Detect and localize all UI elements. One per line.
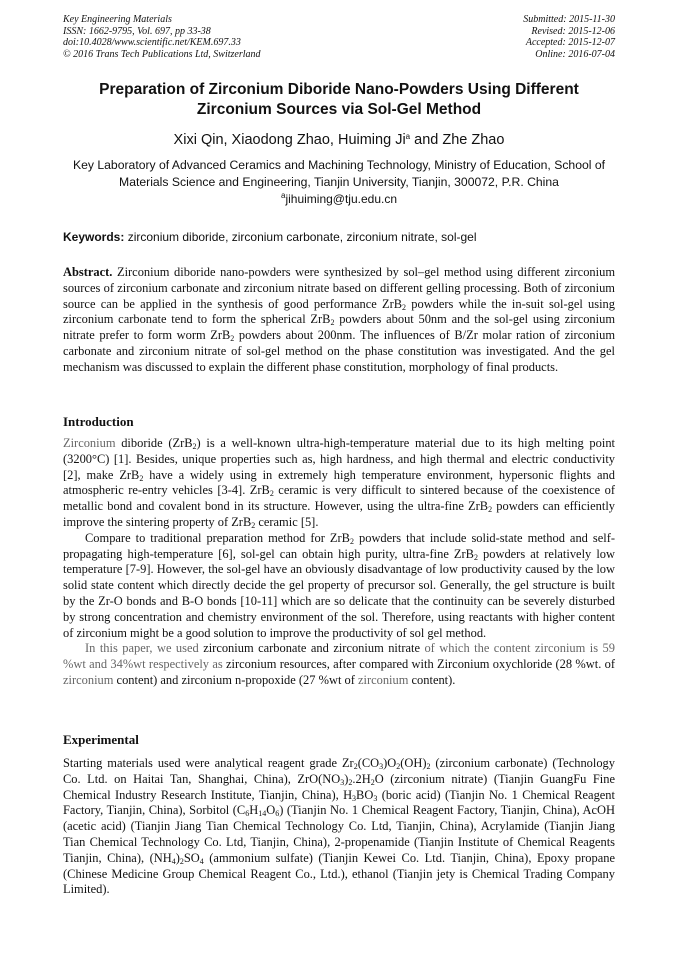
author-superscript: a	[405, 132, 411, 141]
keywords	[63, 230, 615, 244]
paragraph-text: (zirconium carbonate) (Technology Co. Ltd. on Haitai Tan, Shanghai, China), ZrO(NO	[63, 756, 615, 786]
introduction-heading: Introduction	[63, 414, 134, 429]
subscript: 2	[192, 442, 197, 451]
keywords-label: Keywords:	[63, 230, 125, 244]
subscript: 2	[139, 473, 144, 483]
grey-text: In this paper, we used	[85, 641, 199, 656]
paragraph-text: Starting materials used were analytical reagent grade Zr	[63, 756, 354, 770]
email-superscript: a	[280, 191, 286, 200]
subscript: 2	[396, 762, 401, 771]
paragraph-text: ) (Tianjin No. 1 Chemical Reagent Factory, Tianjin, China), AcOH (acetic acid) (Tianjin Jiang Tian Chemical Technology Co. Ltd, Tianjin, China), Acrylamide (Tianjin Jiang Tian Chemical Technology Co. Ltd, Tianjin, China), 2-propenamide (Tianjin Institute of Chemical Reagents Tianjin, China), (NH	[63, 803, 615, 865]
subscript: 3	[379, 762, 384, 771]
authors-part-2: and Zhe Zhao	[410, 132, 505, 148]
authors-part-1: Xixi Qin, Xiaodong Zhao, Huiming Ji	[173, 132, 406, 148]
paragraph-text: )O	[383, 756, 397, 770]
subscript: 6	[275, 809, 280, 819]
paragraph-text: BO	[356, 787, 374, 802]
abstract-label: Abstract.	[63, 265, 113, 279]
subscript: 2	[353, 762, 358, 771]
email-address[interactable]: jihuiming@tju.edu.cn	[285, 192, 398, 206]
copyright: © 2016 Trans Tech Publications Ltd, Switzerland	[63, 48, 261, 60]
grey-text: of which the content zirconium is 59 %wt and 34%wt respectively as	[63, 641, 615, 672]
subscript: 2	[179, 856, 184, 866]
grey-text: zirconium	[63, 672, 114, 687]
paragraph-text: diboride (ZrB	[115, 436, 193, 450]
paragraph-text: (ammonium sulfate) (Tianjin Kewei Co. Ltd. Tianjin, China), Epoxy propane (Chinese Medicine Group Chemical Reagent Co., Ltd.), ethanol (Tianjin jety is Chemical Trading Company Limited).	[63, 850, 615, 897]
abstract-text: Zirconium diboride nano-powders were synthesized by sol–gel method using different zirconium sources of zirconium carbonate and zirconium nitrate based on different gelling processing. Both of zirconium source can be applied in the synthesis of good performance ZrB	[63, 265, 615, 311]
keywords-text: zirconium diboride, zirconium carbonate, zirconium nitrate, sol-gel	[124, 230, 477, 244]
paragraph-text: )	[175, 850, 180, 865]
journal-header-right	[523, 14, 615, 60]
paragraph-text: ) is a well-known ultra-high-temperature material due to its high melting point (3200°C) [1]. Besides, unique properties such as, high hardness, and high thermal and electric conductivity [2], make ZrB	[63, 436, 615, 482]
subscript: 4	[171, 856, 176, 866]
paragraph-text: powders at relatively low temperature [7-9]. However, the sol-gel have an obviously disadvantage of low productivity caused by the low solid state content which directly decide the gel property of precursor sol. Generally, the gel structure is built by the Zr-O bonds and B-O bonds [10-11] which are so delicate that the continuity can be severely disturbed by strong concentration and chemistry environment of the sol. Therefore, using reactants with higher content of zirconium might be a good solution to improve the productivity of sol gel method.	[63, 546, 615, 640]
paragraph-text: H	[249, 803, 259, 818]
subscript: 2	[330, 318, 335, 328]
paragraph-text: content).	[408, 672, 456, 687]
paper-title	[63, 80, 615, 120]
email-line	[63, 192, 615, 206]
online-date: Online: 2016-07-04	[535, 48, 615, 60]
paragraph-text: O	[266, 803, 276, 818]
paragraph-text: zirconium resources, after compared with Zirconium oxychloride (28 %wt. of	[222, 657, 615, 672]
subscript: 2	[269, 489, 274, 499]
intro-paragraph-2	[63, 531, 615, 642]
grey-text: Zirconium	[63, 436, 116, 450]
subscript: 4	[199, 856, 204, 866]
doi: doi:10.4028/www.scientific.net/KEM.697.33	[63, 37, 241, 48]
intro-paragraph-1	[63, 436, 615, 531]
journal-header-left	[63, 14, 261, 60]
experimental-body	[63, 756, 615, 898]
subscript: 2	[348, 777, 353, 787]
subscript: 2	[349, 536, 354, 546]
subscript: 2	[370, 777, 375, 787]
abstract-text: powders about 200nm. The influences of B/Zr molar ration of zirconium carbonate and zirconium nitrate of sol-gel method on the phase constitution was investigated. And the gel mechanism was discussed to explain the different phase constitution, morphology of final products.	[63, 328, 616, 374]
subscript: 2	[473, 552, 478, 562]
subscript: 2	[402, 302, 407, 312]
accepted-date: Accepted: 2015-12-07	[525, 37, 615, 48]
subscript: 14	[258, 809, 267, 819]
paragraph-text: ceramic [5].	[255, 514, 319, 529]
subscript: 3	[340, 777, 345, 787]
abstract-text: powders about 50nm and the sol-gel using zirconium nitrate prefer to form worm ZrB	[63, 312, 615, 343]
journal-name: Key Engineering Materials	[63, 14, 172, 25]
subscript: 2	[488, 505, 493, 515]
subscript: 2	[426, 762, 431, 771]
paragraph-text: (boric acid) (Tianjin No. 1 Chemical Reagent Factory, Tianjin, China), Sorbitol (C	[63, 787, 615, 818]
revised-date: Revised: 2015-12-06	[531, 25, 615, 37]
author-list	[63, 132, 615, 148]
paragraph-text: (OH)	[400, 756, 427, 770]
paragraph-text: (CO	[357, 756, 380, 770]
experimental-heading: Experimental	[63, 732, 139, 747]
paragraph-text: .2H	[352, 771, 371, 786]
intro-paragraph-3	[63, 641, 615, 688]
subscript: 2	[230, 334, 235, 344]
abstract-text: powders while the in-suit sol-gel using zirconium carbonate tend to form the spherical ZrB	[63, 296, 615, 327]
subscript: 3	[373, 793, 378, 803]
paragraph-text: zirconium carbonate and zirconium nitrate	[198, 641, 420, 656]
paragraph-text: ceramic is very difficult to sintered because of the coexistence of metallic bond and covalent bond in its structure. However, using the ultra-fine ZrB	[63, 483, 616, 514]
introduction-body	[63, 436, 615, 689]
paragraph-text: content) and zirconium n-propoxide (27 %wt of	[113, 672, 355, 687]
paragraph-text: )	[344, 771, 349, 786]
paragraph-text: O (zirconium nitrate) (Tianjin GuangFu Fine Chemical Industry Research Institute, Tianjin, China), H	[63, 771, 615, 802]
issn: ISSN: 1662-9795, Vol. 697, pp 33-38	[63, 25, 211, 37]
title-line-2: Zirconium Sources via Sol-Gel Method	[196, 101, 482, 118]
submitted-date: Submitted: 2015-11-30	[523, 14, 615, 25]
subscript: 6	[245, 809, 250, 819]
affiliation: Key Laboratory of Advanced Ceramics and Machining Technology, Ministry of Education, School of Materials Science and Engineering, Tianjin University, Tianjin, 300072, P.R. China	[72, 158, 606, 189]
abstract	[63, 265, 615, 376]
paragraph-text: have a widely using in extremely high temperature environment, hypersonic flights and atmospheric re-entry vehicles [3-4]. ZrB	[63, 467, 615, 498]
subscript: 3	[352, 793, 357, 803]
paragraph-text: Compare to traditional preparation method for ZrB	[85, 530, 350, 545]
grey-text: zirconium	[354, 672, 409, 687]
paragraph-text: SO	[183, 850, 200, 865]
subscript: 2	[251, 520, 256, 530]
title-line-1: Preparation of Zirconium Diboride Nano-Powders Using Different	[99, 81, 579, 98]
paragraph-text: powders that include solid-state method and self-propagating high-temperature [6], sol-gel can obtain high purity, ultra-fine ZrB	[63, 530, 616, 561]
paragraph-text: powders can efficiently improve the sintering property of ZrB	[63, 499, 615, 529]
